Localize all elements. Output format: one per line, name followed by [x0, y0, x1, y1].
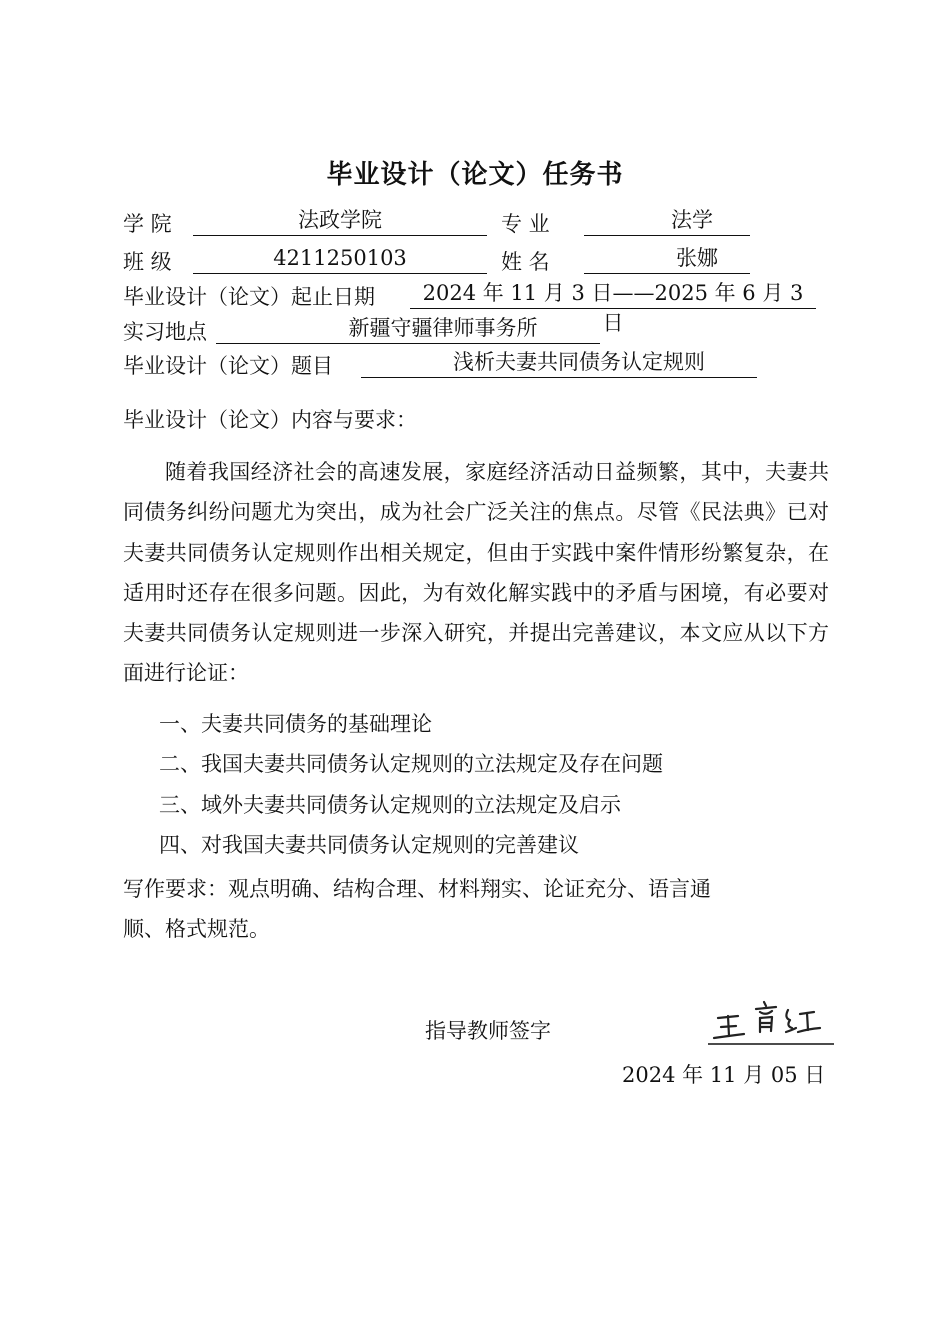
period-value: 2024 年 11 月 3 日——2025 年 6 月 3 日: [422, 281, 804, 335]
college-label: 学 院: [123, 212, 172, 236]
college-value: 法政学院: [298, 208, 382, 232]
name-label: 姓 名: [501, 250, 550, 274]
handwritten-signature: [708, 996, 838, 1050]
name-field: [584, 243, 750, 274]
class-field: [193, 243, 487, 274]
location-field: [216, 313, 600, 344]
list-item: 四、对我国夫妻共同债务认定规则的完善建议: [159, 833, 579, 857]
major-field: [584, 205, 750, 236]
list-item: 二、我国夫妻共同债务认定规则的立法规定及存在问题: [159, 752, 663, 776]
document-title: 毕业设计（论文）任务书: [326, 160, 624, 190]
list-item: 一、夫妻共同债务的基础理论: [159, 712, 432, 736]
topic-field: [361, 347, 757, 378]
list-item: 三、域外夫妻共同债务认定规则的立法规定及启示: [159, 793, 621, 817]
name-value: 张娜: [676, 246, 718, 270]
location-value: 新疆守疆律师事务所: [348, 316, 538, 340]
class-label: 班 级: [123, 250, 172, 274]
period-label: 毕业设计（论文）起止日期: [123, 285, 375, 309]
writing-requirements-cont: 顺、格式规范。: [123, 917, 270, 941]
topic-label: 毕业设计（论文）题目: [123, 354, 333, 378]
requirements-paragraph: 随着我国经济社会的高速发展，家庭经济活动日益频繁，其中，夫妻共同债务纠纷问题尤为突出，成为社会广泛关注的焦点。尽管《民法典》已对夫妻共同债务认定规则作出相关规定，但由于实践中案件情形纷繁复杂，在适用时还存在很多问题。因此，为有效化解实践中的矛盾与困境，有必要对夫妻共同债务认定规则进一步深入研究，并提出完善建议，本文应从以下方面进行论证：: [123, 460, 829, 686]
signature-date: 2024 年 11 月 05 日: [622, 1063, 826, 1087]
class-value: 4211250103: [273, 246, 407, 270]
topic-value: 浅析夫妻共同债务认定规则: [453, 350, 705, 374]
major-label: 专 业: [501, 212, 550, 236]
supervisor-signature-label: 指导教师签字: [425, 1019, 551, 1043]
major-value: 法学: [671, 208, 713, 232]
requirements-heading: 毕业设计（论文）内容与要求：: [123, 408, 417, 432]
location-label: 实习地点: [123, 320, 207, 344]
college-field: [193, 205, 487, 236]
writing-requirements: 写作要求：观点明确、结构合理、材料翔实、论证充分、语言通: [123, 877, 711, 901]
